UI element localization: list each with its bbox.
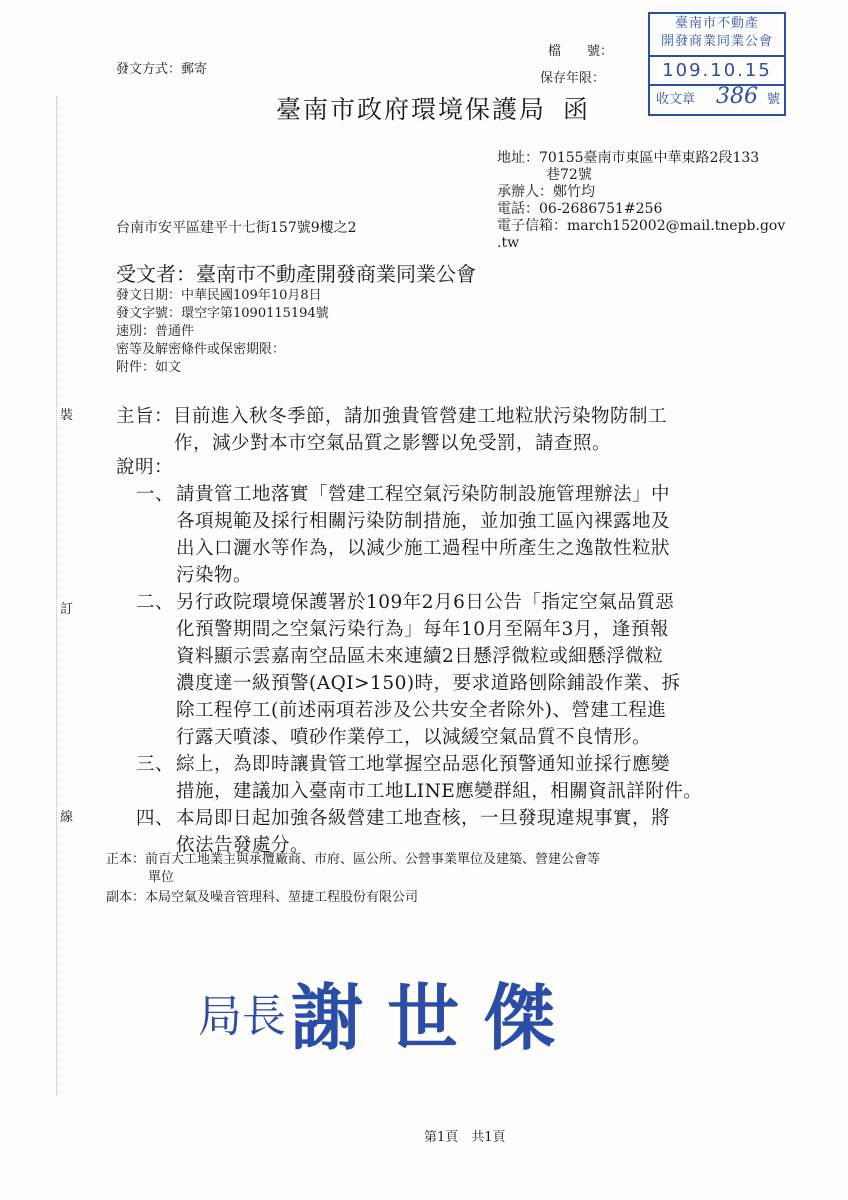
item-line: 依法告發處分。	[176, 835, 310, 856]
receipt-stamp	[648, 12, 786, 116]
subject-line1: 主旨：目前進入秋冬季節，請加強貴管營建工地粒狀污染物防制工	[116, 406, 668, 427]
stamp-receive-label: 收文章	[656, 92, 696, 107]
item-line: 措施，建議加入臺南市工地LINE應變群組，相關資訊詳附件。	[176, 781, 703, 802]
director-signature	[198, 960, 579, 1064]
margin-xian: 線	[60, 810, 74, 825]
subject-line2: 作，減少對本市空氣品質之影響以免受罰，請查照。	[174, 433, 612, 454]
item-line: 資料顯示雲嘉南空品區未來連續2日懸浮微粒或細懸浮微粒	[176, 646, 664, 667]
item-line: 濃度達一級預警(AQI>150)時，要求道路刨除鋪設作業、拆	[176, 673, 681, 694]
item-line: 本局即日起加強各級營建工地查核，一旦發現違規事實，將	[176, 808, 671, 829]
speed: 速別：普通件	[116, 324, 195, 339]
signature-title: 局長	[198, 991, 286, 1042]
main-recipients-line1: 正本：前百大工地業主與承攬廠商、市府、區公所、公營事業單位及建築、營建公會等	[106, 852, 601, 867]
explanation-items	[136, 481, 702, 859]
explanation-item-3	[136, 751, 702, 805]
item-number: 三、	[136, 754, 175, 775]
item-line: 出入口灑水等作為，以減少施工過程中所產生之逸散性粒狀	[176, 538, 671, 559]
file-number-label: 檔 號：	[548, 44, 614, 59]
signature-name: 謝世傑	[291, 975, 580, 1060]
binding-line	[56, 96, 57, 1096]
address-line2: 巷72號	[546, 167, 592, 183]
address-line1: 地址：70155臺南市東區中華東路2段133	[497, 150, 760, 166]
item-line: 各項規範及採行相關污染防制措施，並加強工區內裸露地及	[176, 511, 671, 532]
main-recipients-line2: 單位	[148, 870, 175, 885]
contact-block	[497, 150, 785, 252]
secrecy: 密等及解密條件或保密期限：	[116, 342, 286, 357]
recipient-address: 台南市安平區建平十七街157號9樓之2	[116, 220, 357, 236]
issue-number: 發文字號：環空字第1090115194號	[116, 306, 329, 321]
stamp-date: 109.10.15	[650, 58, 784, 86]
item-line: 污染物。	[176, 565, 253, 586]
explanation-label: 說明：	[116, 457, 174, 478]
stamp-org-line2: 開發商業同業公會	[660, 34, 773, 49]
email-line1: 電子信箱：march152002@mail.tnepb.gov	[497, 218, 786, 234]
item-line: 另行政院環境保護署於109年2月6日公告「指定空氣品質惡	[176, 592, 675, 613]
agency-name: 臺南市政府環境保護局	[276, 95, 547, 124]
explanation-item-2	[136, 589, 702, 751]
stamp-org-line1: 臺南市不動產	[674, 16, 759, 31]
send-method: 發文方式：郵寄	[116, 62, 208, 77]
item-line: 請貴管工地落實「營建工程空氣污染防制設施管理辦法」中	[176, 484, 671, 505]
issue-date: 發文日期：中華民國109年10月8日	[116, 288, 322, 303]
item-line: 除工程停工(前述兩項若涉及公共安全者除外)、營建工程進	[176, 700, 667, 721]
item-number: 二、	[136, 592, 175, 613]
recipient: 受文者：臺南市不動產開發商業同業公會	[116, 262, 476, 286]
subject	[116, 403, 667, 457]
retention-period-label: 保存年限：	[540, 71, 606, 86]
phone: 電話：06-2686751#256	[497, 201, 663, 217]
stamp-organization	[650, 15, 784, 57]
margin-ding: 訂	[60, 602, 74, 617]
page-footer: 第1頁 共1頁	[424, 1130, 506, 1145]
officer: 承辦人：鄭竹均	[497, 184, 595, 200]
attachment: 附件：如文	[116, 360, 182, 375]
item-line: 化預警期間之空氣污染行為」每年10月至隔年3月，逢預報	[176, 619, 669, 640]
email-line2: .tw	[497, 235, 520, 251]
item-line: 行露天噴漆、噴砂作業停工，以減緩空氣品質不良情形。	[176, 727, 652, 748]
item-line: 綜上，為即時讓貴管工地掌握空品惡化預警通知並採行應變	[176, 754, 671, 775]
item-number: 一、	[136, 484, 175, 505]
margin-zhuang: 裝	[60, 408, 74, 423]
document-type: 函	[563, 95, 591, 124]
stamp-hao: 號	[766, 92, 780, 107]
item-number: 四、	[136, 808, 175, 829]
explanation-item-1	[136, 481, 702, 589]
document-meta	[116, 287, 329, 377]
cc-recipients: 副本：本局空氣及噪音管理科、堃捷工程股份有限公司	[106, 890, 419, 905]
stamp-receive-number: 386	[716, 84, 758, 109]
distribution	[106, 851, 600, 907]
